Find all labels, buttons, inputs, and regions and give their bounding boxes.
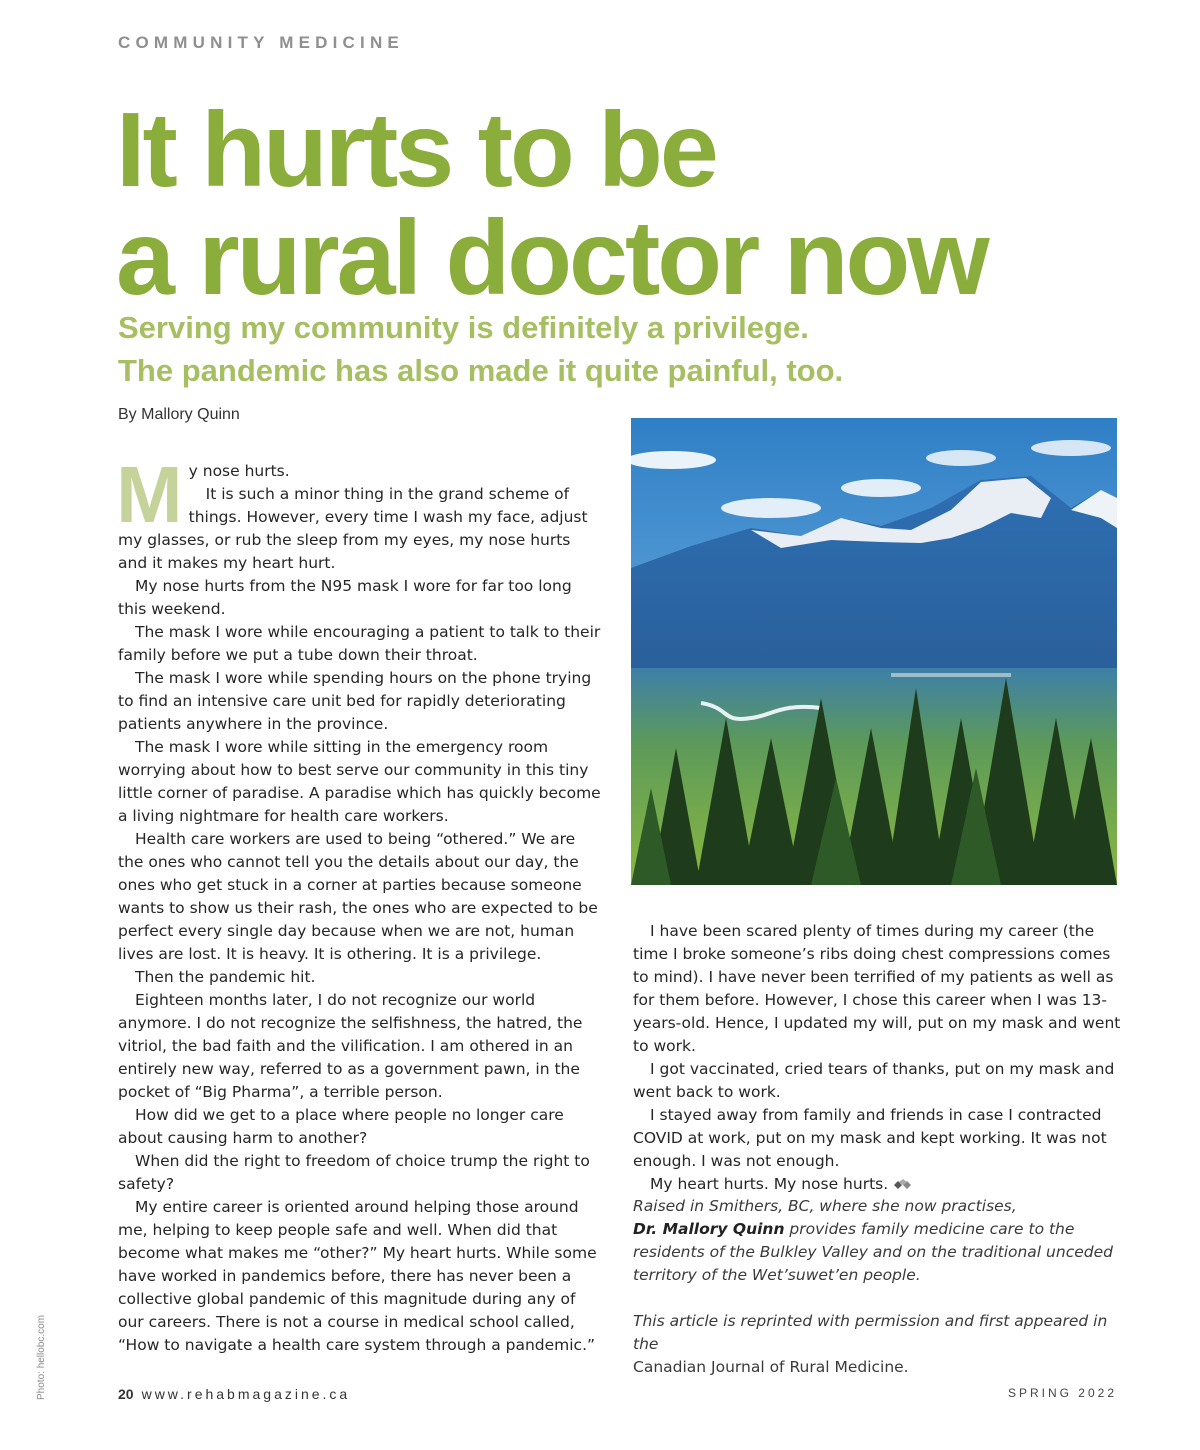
paragraph: When did the right to freedom of choice trump the right to safety? bbox=[118, 1152, 590, 1193]
byline: By Mallory Quinn bbox=[118, 406, 240, 423]
bio-rest: provides family medicine care to the residents of the Bulkley Valley and on the traditional unceded territory of the Wet’suwet’en people. bbox=[633, 1220, 1113, 1284]
closing-paragraph bbox=[633, 1173, 1123, 1196]
article-column-right bbox=[633, 920, 1123, 1196]
landscape-illustration bbox=[631, 418, 1117, 885]
deck-line-1: Serving my community is definitely a privilege. bbox=[118, 310, 809, 345]
paragraph: My entire career is oriented around helping those around me, helping to keep people safe and well. When did that become what makes me “other?” My heart hurts. While some have worked in pandemics before, there has never been a collective global pandemic of this magnitude during any of our careers. There is not a course in medical school called, “How to navigate a health care system through a pandemic.” bbox=[118, 1198, 597, 1354]
article-column-left bbox=[116, 450, 602, 1357]
bio-intro: Raised in Smithers, BC, where she now practises, bbox=[633, 1197, 1017, 1215]
mountain-valley-photo bbox=[631, 418, 1117, 885]
reprint-italic: This article is reprinted with permission and first appeared in the bbox=[633, 1312, 1108, 1353]
first-line: y nose hurts. bbox=[188, 462, 290, 480]
paragraph: Health care workers are used to being “othered.” We are the ones who cannot tell you the details about our day, the ones who get stuck in a corner at parties because someone wants to show us their rash, the ones who are expected to be perfect every single day because when we are not, human lives are lost. It is heavy. It is othering. It is a privilege. bbox=[118, 830, 598, 963]
paragraph: It is such a minor thing in the grand scheme of things. However, every time I wash my face, adjust my glasses, or rub the sleep from my eyes, my nose hurts and it makes my heart hurt. bbox=[118, 485, 588, 572]
paragraph: My nose hurts from the N95 mask I wore for far too long this weekend. bbox=[118, 577, 572, 618]
paragraph: Then the pandemic hit. bbox=[135, 968, 316, 986]
footer-left bbox=[118, 1386, 350, 1402]
paragraph: The mask I wore while encouraging a patient to talk to their family before we put a tube down their throat. bbox=[118, 623, 601, 664]
paragraph: How did we get to a place where people no longer care about causing harm to another? bbox=[118, 1106, 564, 1147]
paragraph: I got vaccinated, cried tears of thanks, put on my mask and went back to work. bbox=[633, 1060, 1115, 1101]
headline-line-1: It hurts to be bbox=[116, 91, 716, 209]
deck-line-2: The pandemic has also made it quite painful, too. bbox=[118, 353, 844, 388]
paragraph: Eighteen months later, I do not recognize our world anymore. I do not recognize the selfishness, the hatred, the vitriol, the bad faith and the vilification. I am othered in an entirely new way, referred to as a government pawn, in the pocket of “Big Pharma”, a terrible person. bbox=[118, 991, 583, 1101]
drop-cap: M bbox=[116, 450, 183, 539]
end-mark-icon bbox=[892, 1179, 914, 1191]
closing-line: My heart hurts. My nose hurts. bbox=[650, 1175, 889, 1193]
author-name: Dr. Mallory Quinn bbox=[633, 1220, 785, 1238]
paragraph: The mask I wore while spending hours on the phone trying to find an intensive care unit bed for rapidly deteriorating patients anywhere in the province. bbox=[118, 669, 592, 733]
headline-line-2: a rural doctor now bbox=[116, 199, 987, 317]
photo-credit: Photo: hellobc.com bbox=[36, 1314, 47, 1400]
paragraph: The mask I wore while sitting in the emergency room worrying about how to best serve our community in this tiny little corner of paradise. A paradise which has quickly become a living nightmare for health care workers. bbox=[118, 738, 601, 825]
headline bbox=[116, 91, 1116, 317]
website-link[interactable]: www.rehabmagazine.ca bbox=[141, 1386, 351, 1402]
paragraph: I stayed away from family and friends in case I contracted COVID at work, put on my mask and kept working. It was not enough. I was not enough. bbox=[633, 1106, 1107, 1170]
journal-name: Canadian Journal of Rural Medicine. bbox=[633, 1358, 909, 1376]
page-number: 20 bbox=[118, 1386, 134, 1402]
issue-label: SPRING 2022 bbox=[1007, 1386, 1117, 1400]
section-label: COMMUNITY MEDICINE bbox=[118, 33, 404, 52]
deck-subtitle bbox=[118, 306, 1098, 392]
reprint-note bbox=[633, 1310, 1133, 1379]
paragraph: I have been scared plenty of times during my career (the time I broke someone’s ribs doing chest compressions comes to mind). I have never been terrified of my patients as well as for them before. However, I chose this career when I was 13-years-old. Hence, I updated my will, put on my mask and went to work. bbox=[633, 922, 1121, 1055]
author-bio bbox=[633, 1195, 1123, 1287]
